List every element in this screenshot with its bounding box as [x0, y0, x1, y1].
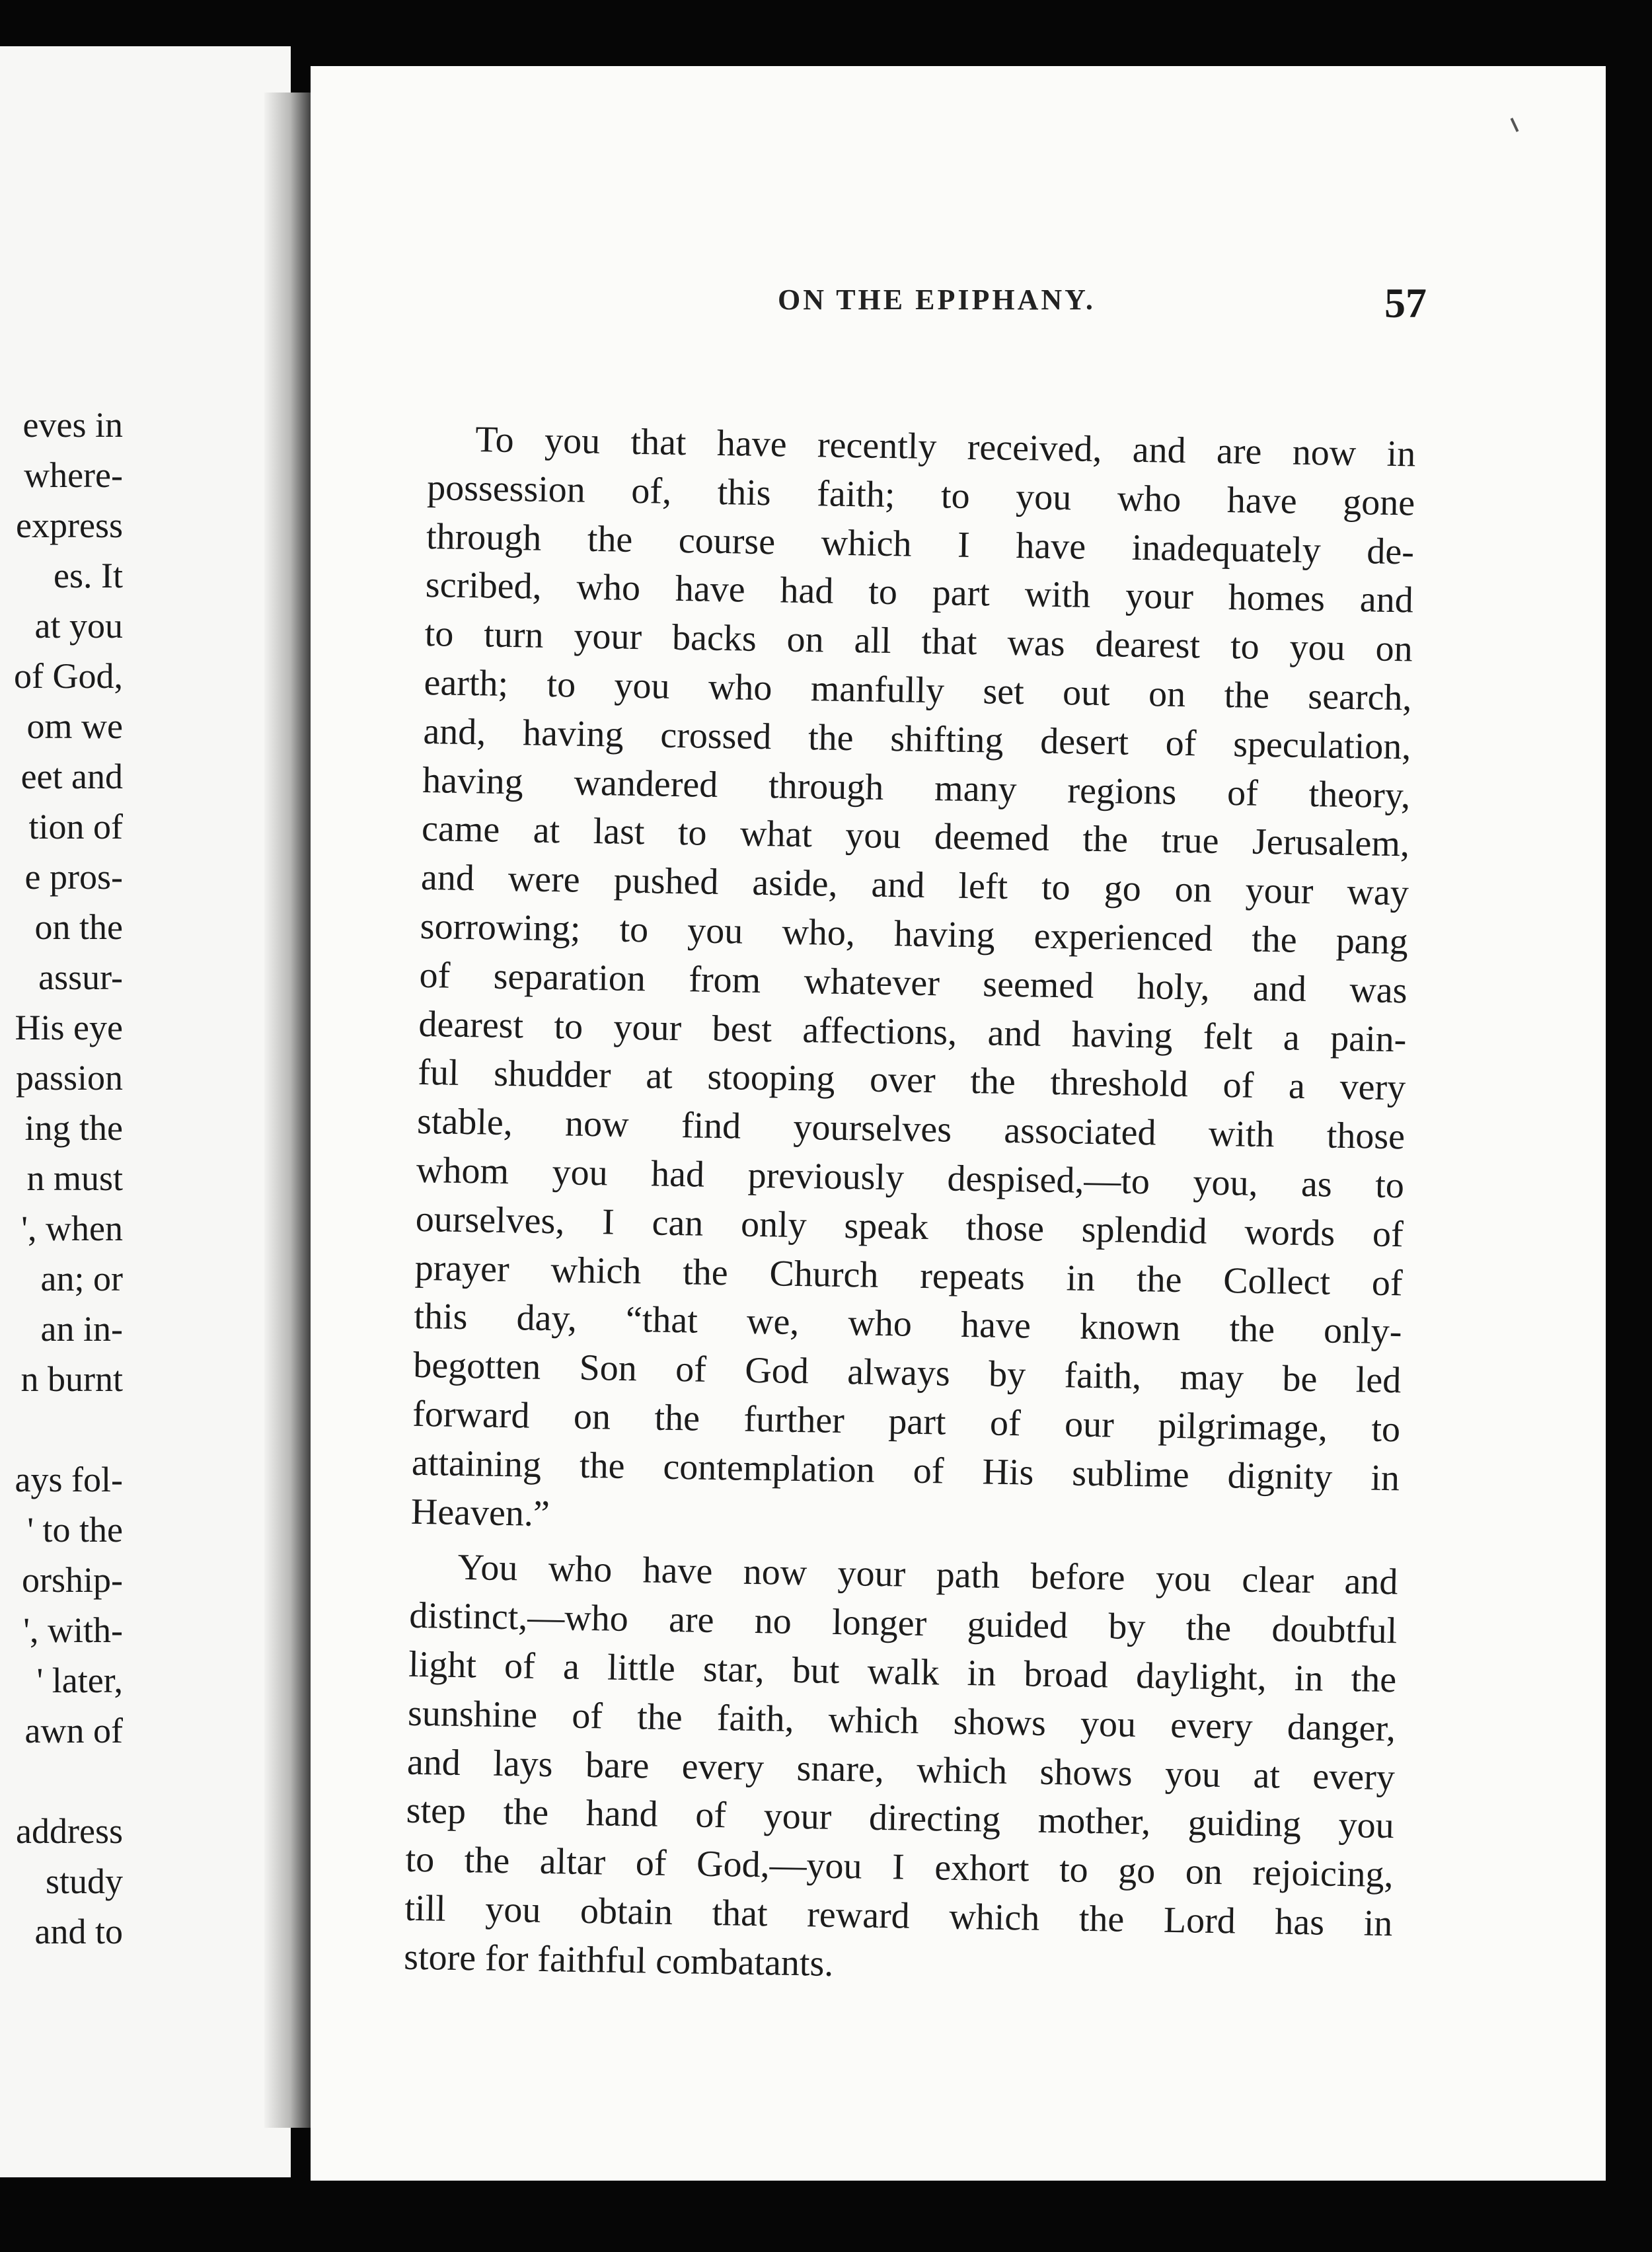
text-line: You who have now your path before you clear and [457, 1547, 1398, 1603]
left-page-line: ing the [24, 1108, 123, 1148]
left-page-line: address [16, 1811, 123, 1851]
left-page-line: ' later, [36, 1661, 123, 1700]
left-page-line: e pros- [24, 857, 123, 897]
left-page-line: n must [26, 1158, 123, 1198]
paragraph [404, 1543, 1398, 1998]
left-page-line: where- [24, 455, 123, 495]
left-page-line: study [45, 1861, 123, 1901]
left-page-line: awn of [24, 1711, 123, 1750]
text-line: stable, now find yourselves associated with those [416, 1101, 1406, 1158]
left-page-line [0, 1756, 123, 1806]
text-line: possession of, this faith; to you who have gone [426, 467, 1415, 524]
text-line: To you that have recently received, and are now in [474, 419, 1416, 475]
text-line: attaining the contemplation of His sublime dignity in [411, 1442, 1400, 1499]
text-line: dearest to your best affections, and having felt a pain- [418, 1003, 1407, 1060]
left-page-line: ', with- [23, 1610, 123, 1650]
left-page-line: tion of [28, 807, 123, 846]
left-page-line: orship- [22, 1560, 123, 1600]
left-page-text [0, 400, 123, 1957]
paragraph [410, 415, 1415, 1552]
text-line: and were pushed aside, and left to go on your way [420, 857, 1409, 914]
page-number: 57 [1384, 280, 1427, 326]
left-page-line: eves in [22, 405, 123, 445]
left-page-line: ays fol- [15, 1460, 123, 1499]
right-page [311, 66, 1606, 2181]
left-page-line: an; or [40, 1259, 123, 1298]
text-line: to turn your backs on all that was dearest to you on [424, 613, 1413, 670]
left-page-line: ' to the [27, 1510, 123, 1550]
left-page-line: at you [34, 606, 123, 646]
left-page [0, 46, 291, 2177]
left-page-line: and to [34, 1912, 123, 1951]
left-page-line: es. It [54, 556, 123, 595]
text-line: Heaven.” [410, 1491, 550, 1534]
text-line: this day, “that we, who have known the only- [414, 1296, 1402, 1353]
text-line: having wandered through many regions of theory, [422, 759, 1411, 816]
body-text [404, 415, 1416, 1998]
text-line: whom you had previously despised,—to you, as to [416, 1149, 1405, 1207]
left-page-line: n burnt [20, 1359, 123, 1399]
text-line: light of a little star, but walk in broad daylight, in the [408, 1643, 1397, 1701]
text-line: begotten Son of God always by faith, may be led [412, 1344, 1402, 1402]
text-line: to the altar of God,—you I exhort to go on rejoicing, [405, 1838, 1394, 1896]
left-page-line: ', when [21, 1209, 123, 1248]
left-page-line: assur- [38, 957, 123, 997]
left-page-line: His eye [15, 1008, 123, 1047]
text-line: ourselves, I can only speak those splendid words of [415, 1198, 1404, 1256]
text-line: and lays bare every snare, which shows you at every [406, 1741, 1396, 1798]
text-line: ful shudder at stooping over the threshold of a very [417, 1052, 1406, 1109]
text-line: till you obtain that reward which the Lord has in [404, 1887, 1393, 1945]
text-line: distinct,—who are no longer guided by the doubtful [408, 1595, 1398, 1652]
left-page-line: om we [26, 706, 123, 746]
left-page-line: eet and [20, 757, 123, 796]
left-page-line: of God, [14, 656, 123, 696]
text-line: prayer which the Church repeats in the Collect of [414, 1247, 1404, 1304]
left-page-line [0, 1404, 123, 1454]
text-line: step the hand of your directing mother, guiding you [406, 1790, 1395, 1847]
left-page-line: on the [34, 907, 123, 947]
text-line: scribed, who have had to part with your homes and [425, 564, 1414, 621]
text-line: of separation from whatever seemed holy, and was [419, 954, 1408, 1012]
text-line: through the course which I have inadequately de- [426, 515, 1415, 573]
text-line: and, having crossed the shifting desert of speculation, [422, 710, 1411, 768]
text-line: forward on the further part of our pilgrimage, to [412, 1393, 1401, 1450]
text-line: sunshine of the faith, which shows you every danger, [407, 1692, 1396, 1749]
running-head: ON THE EPIPHANY. [778, 283, 1096, 316]
text-line: earth; to you who manfully set out on the search, [424, 661, 1412, 719]
text-line: sorrowing; to you who, having experienced the pang [420, 905, 1409, 963]
left-page-line: an in- [40, 1309, 123, 1349]
left-page-line: express [16, 506, 123, 545]
left-page-line: passion [16, 1058, 123, 1098]
text-line: came at last to what you deemed the true Jerusalem, [421, 808, 1410, 865]
text-line: store for faithful combatants. [403, 1936, 834, 1984]
